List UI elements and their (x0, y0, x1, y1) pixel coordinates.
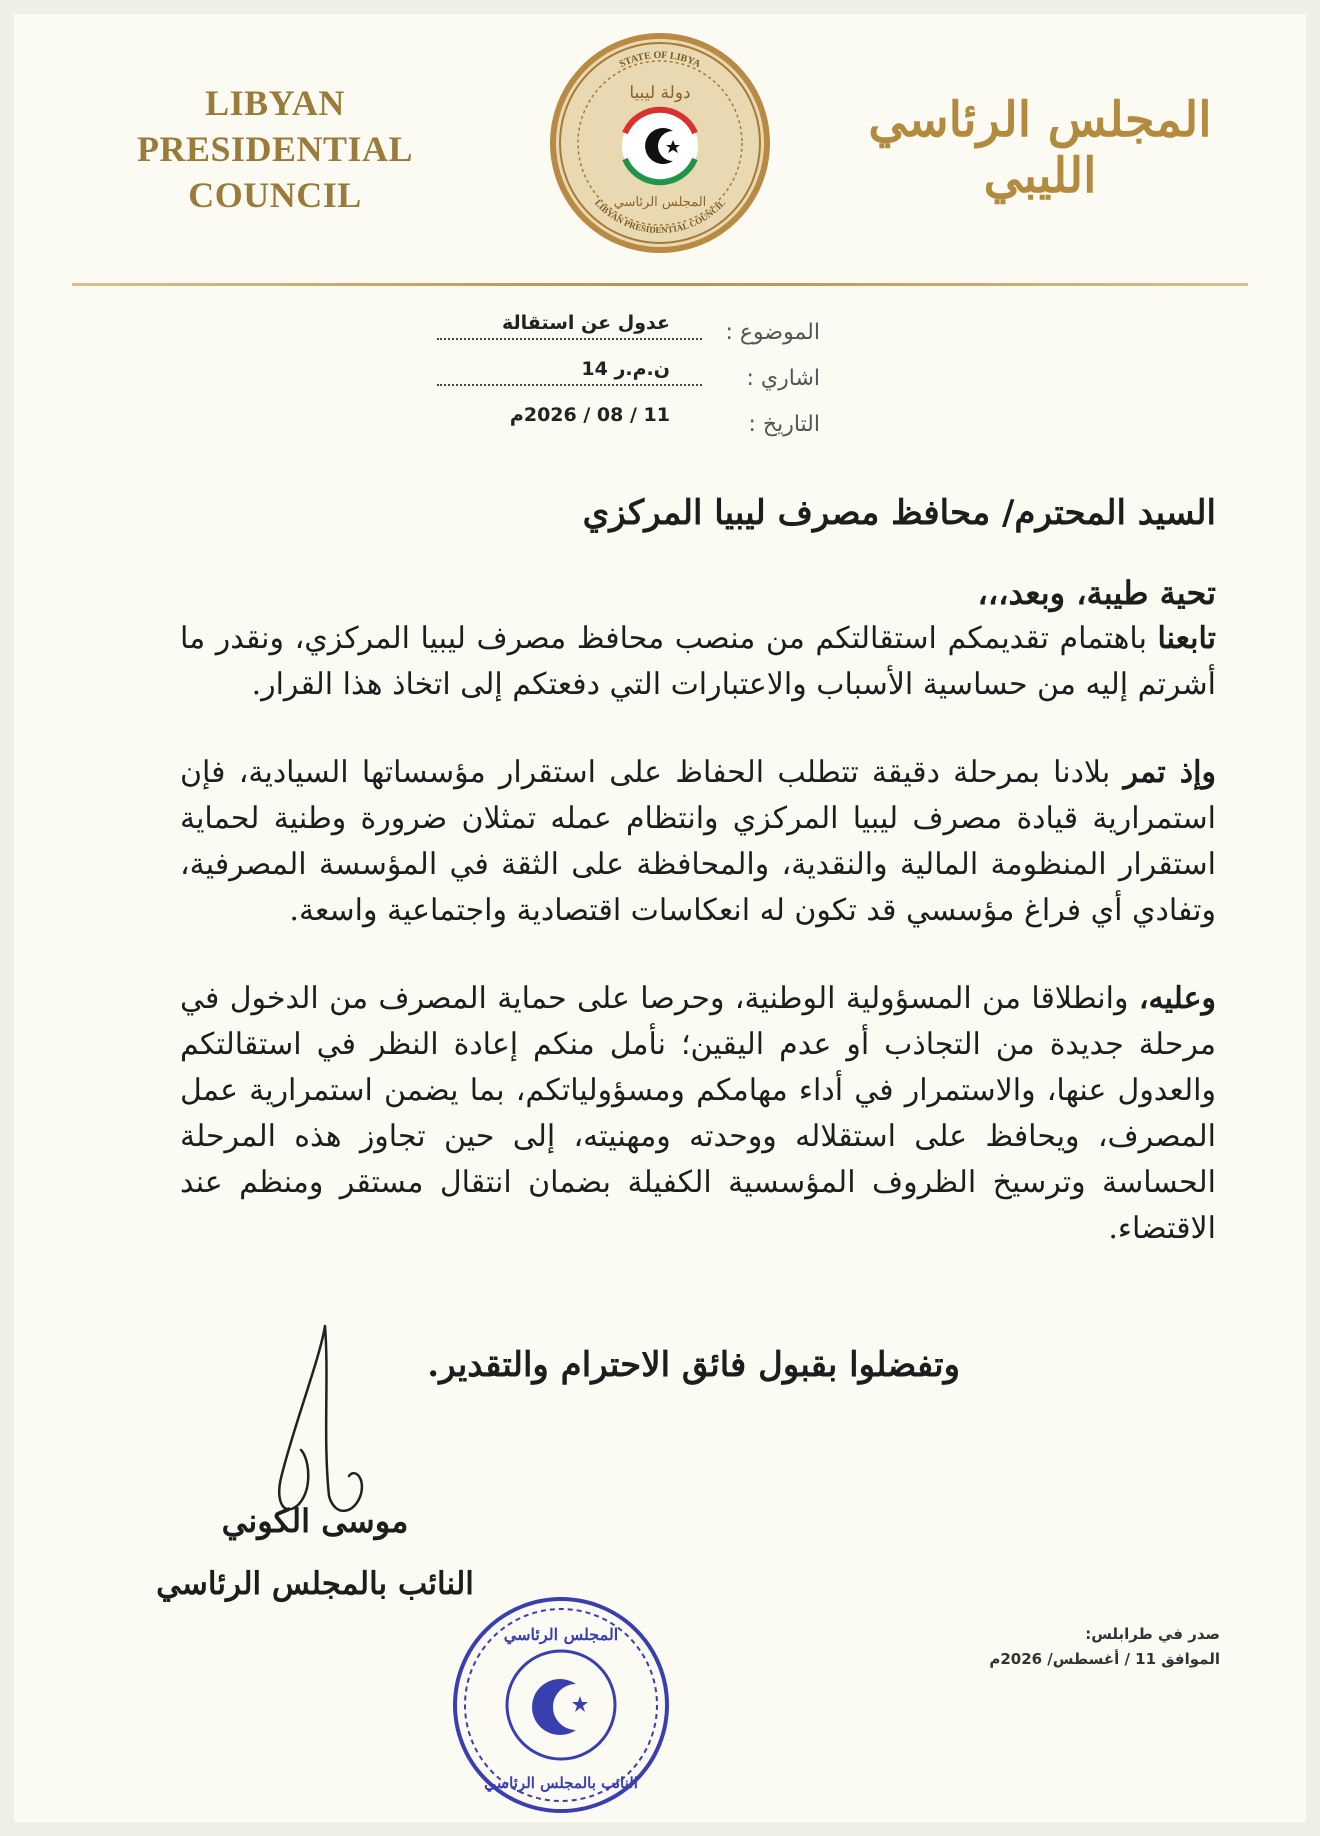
reference-row (440, 356, 820, 402)
header-title-ar: المجلس الرئاسي الليبي (868, 92, 1212, 204)
date-row (440, 402, 820, 448)
letter-body (180, 490, 1216, 1294)
reference-line (437, 384, 702, 386)
svg-text:النائب بالمجلس الرئاسي: النائب بالمجلس الرئاسي (484, 1774, 638, 1792)
reference-label: اشاري : (746, 366, 820, 391)
handwritten-signature (265, 1318, 385, 1528)
addressee: السيد المحترم/ محافظ مصرف ليبيا المركزي (582, 493, 1216, 533)
date-label: التاريخ : (748, 412, 820, 437)
reference-value: ن.م.ر 14 (581, 358, 670, 380)
paragraph-2-lead: وإذ تمر (1123, 755, 1216, 790)
paragraph-1 (180, 616, 1216, 708)
header-title-en: LIBYAN PRESIDENTIAL COUNCIL (136, 83, 414, 215)
svg-text:المجلس الرئاسي: المجلس الرئاسي (503, 1625, 619, 1644)
official-stamp-seal (448, 1592, 674, 1818)
paragraph-3-lead: وعليه، (1138, 981, 1216, 1016)
signatory-title: النائب بالمجلس الرئاسي (156, 1566, 474, 1602)
paragraph-3-text: وانطلاقا من المسؤولية الوطنية، وحرصا على حماية المصرف من الدخول في مرحلة جديدة من التجاذب أو عدم اليقين؛ نأمل منكم إعادة النظر في استقالتكم والعدول عنها، والاستمرار في أداء مهامكم ومسؤولياتكم، بما يضمن استمرارية عمل المصرف، ويحافظ على استقلاله ووحدته ومهنيته، إلى حين تجاوز هذه المرحلة الحساسة وترسيخ الظروف المؤسسية الكفيلة بضمان انتقال مستقر ومنظم عند الاقتضاء. (180, 981, 1216, 1246)
subject-label: الموضوع : (725, 320, 820, 345)
issued-date: الموافق 11 / أغسطس/ 2026م (989, 1650, 1220, 1668)
date-value: 11 / 08 / 2026م (509, 404, 670, 426)
subject-value: عدول عن استقالة (502, 312, 670, 334)
paragraph-1-lead: تابعنا (1157, 621, 1216, 656)
signatory-name: موسى الكوني (221, 1502, 409, 1540)
paragraph-1-text: باهتمام تقديمكم استقالتكم من منصب محافظ مصرف ليبيا المركزي، ونقدر ما أشرتم إليه من حساسية الأسباب والاعتبارات التي دفعتكم إلى اتخاذ هذا القرار. (180, 621, 1216, 702)
greeting: تحية طيبة، وبعد،،، (977, 574, 1216, 612)
svg-text:STATE OF LIBYA: STATE OF LIBYA (617, 49, 703, 71)
paragraph-2 (180, 750, 1216, 934)
closing-line: وتفضلوا بقبول فائق الاحترام والتقدير. (427, 1345, 960, 1385)
svg-text:دولة ليبيا: دولة ليبيا (629, 83, 691, 103)
paragraph-3 (180, 976, 1216, 1252)
svg-text:LIBYAN PRESIDENTIAL COUNCIL: LIBYAN PRESIDENTIAL COUNCIL (592, 197, 728, 236)
header-divider (72, 283, 1248, 286)
svg-text:المجلس الرئاسي: المجلس الرئاسي (613, 195, 707, 210)
subject-row (440, 310, 820, 356)
issued-place: صدر في طرابلس: (1085, 1625, 1220, 1643)
paragraph-2-text: بلادنا بمرحلة دقيقة تتطلب الحفاظ على استقرار مؤسساتها السيادية، فإن استمرارية قيادة مصرف ليبيا المركزي وانتظام عمله تمثلان ضرورة وطنية لحماية استقرار المنظومة المالية والنقدية، والمحافظة على الثقة في المؤسسة المصرفية، وتفادي أي فراغ مؤسسي قد تكون له انعكاسات اقتصادية واجتماعية واسعة. (180, 755, 1216, 928)
council-emblem-logo (545, 28, 775, 258)
subject-line (437, 338, 702, 340)
issued-info (989, 1622, 1220, 1672)
